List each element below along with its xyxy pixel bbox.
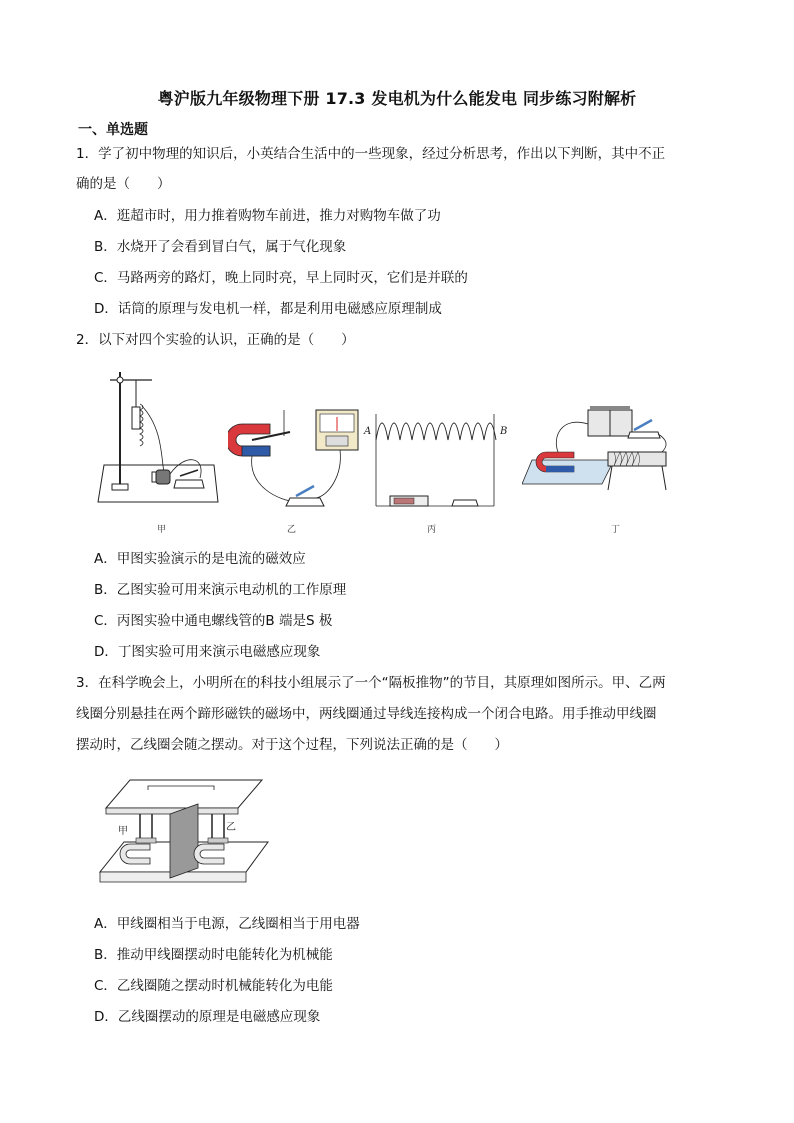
question-3-option-b: B．推动甲线圈摆动时电能转化为机械能	[94, 947, 333, 963]
question-2-stem: 2．以下对四个实验的认识，正确的是（ ）	[76, 332, 355, 348]
question-3-option-a: A．甲线圈相当于电源，乙线圈相当于用电器	[94, 916, 360, 932]
question-3-stem-line-3: 摆动时，乙线圈会随之摆动。对于这个过程，下列说法正确的是（ ）	[76, 737, 508, 753]
question-3-stem-line-1: 3．在科学晚会上，小明所在的科技小组展示了一个“隔板推物”的节目，其原理如图所示。甲、乙两	[76, 675, 666, 691]
section-heading: 一、单选题	[78, 122, 148, 138]
question-2-option-d: D．丁图实验可用来演示电磁感应现象	[94, 644, 321, 660]
question-3-option-c: C．乙线圈随之摆动时机械能转化为电能	[94, 978, 333, 994]
question-1-option-b: B．水烧开了会看到冒白气，属于气化现象	[94, 239, 347, 255]
question-2-option-b: B．乙图实验可用来演示电动机的工作原理	[94, 582, 347, 598]
figure-caption-jia: 甲	[157, 525, 167, 535]
label-a: A	[364, 426, 372, 437]
figure-jia-electromagnet	[96, 362, 224, 507]
question-3-stem-line-2: 线圈分别悬挂在两个蹄形磁铁的磁场中，两线圈通过导线连接构成一个闭合电路。用手推动甲线圈	[76, 706, 657, 722]
figure-yi-galvanometer	[228, 406, 364, 516]
figure-bing-solenoid	[362, 408, 512, 518]
figure-caption-ding: 丁	[611, 525, 621, 535]
label-b: B	[500, 426, 508, 437]
figure-caption-yi: 乙	[287, 525, 297, 535]
question-2-option-a: A．甲图实验演示的是电流的磁效应	[94, 551, 306, 567]
question-1-stem-line-1: 1．学了初中物理的知识后，小英结合生活中的一些现象，经过分析思考，作出以下判断，其中不正	[76, 146, 666, 162]
question-1-stem-line-2: 确的是（ ）	[76, 176, 171, 192]
page-title: 粤沪版九年级物理下册 17.3 发电机为什么能发电 同步练习附解析	[157, 89, 637, 108]
figure-ding-motor	[522, 406, 670, 516]
figure-caption-bing: 丙	[427, 525, 437, 535]
figure-label-jia: 甲	[118, 826, 128, 837]
question-3-option-d: D．乙线圈摆动的原理是电磁感应现象	[94, 1009, 321, 1025]
figure-partition-push	[96, 776, 272, 888]
figure-label-yi: 乙	[226, 822, 236, 833]
question-1-option-a: A．逛超市时，用力推着购物车前进，推力对购物车做了功	[94, 208, 441, 224]
question-1-option-d: D．话筒的原理与发电机一样，都是利用电磁感应原理制成	[94, 301, 442, 317]
question-2-option-c: C．丙图实验中通电螺线管的B 端是S 极	[94, 613, 333, 629]
question-1-option-c: C．马路两旁的路灯，晚上同时亮，早上同时灭，它们是并联的	[94, 270, 468, 286]
